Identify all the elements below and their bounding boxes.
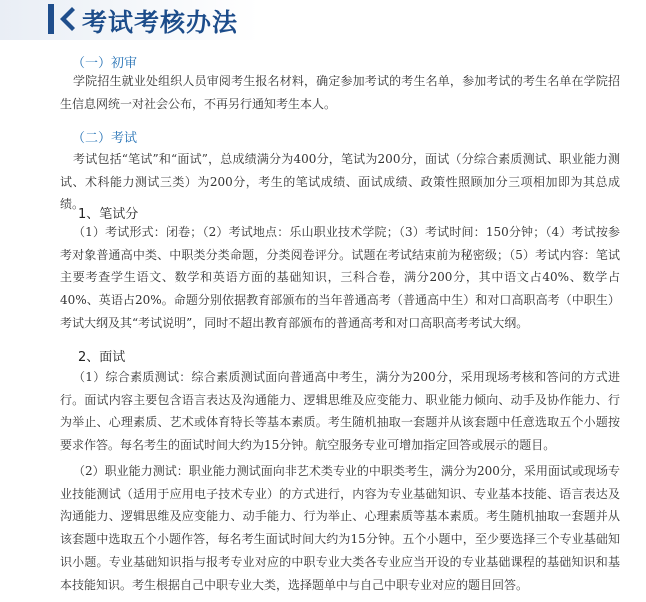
page-title: 考试考核办法 [82,8,239,37]
paragraph-vocational-test: （2）职业能力测试：职业能力测试面向非艺术类专业的中职类考生，满分为200分，采用面试或现场专业技能测试（适用于应用电子技术专业）的方式进行，内容为专业基础知识、专业基本技能、语言表达及沟通能力、逻辑思维及应变能力、动手能力、行为举止、心理素质等基本素质。考生随机抽取一套题并从该套题中选取五个小题作答，每名考生面试时间大约为15分钟。五个小题中，至少要选择三个专业基础知识小题。专业基础知识指与报考专业对应的中职专业大类各专业应当开设的专业基础课程的基础知识和基本技能知识。考生根据自己中职专业大类，选择题单中与自己中职专业对应的题目回答。 [60,464,620,592]
header-accent-bar [48,4,54,34]
section-heading-exam: （二）考试 [72,131,138,146]
subsection-heading-written: 1、笔试分 [78,207,139,222]
paragraph-initial-review: 学院招生就业处组织人员审阅考生报名材料，确定参加考试的考生名单，参加考试的考生名单在学院招生信息网统一对社会公布，不再另行通知考生本人。 [60,74,620,111]
chevron-left-icon [56,5,76,33]
subsection-heading-interview: 2、面试 [78,350,126,365]
paragraph-written-exam: （1）考试形式：闭卷；（2）考试地点：乐山职业技术学院；（3）考试时间：150分钟；（4）考试按参考对象普通高中类、中职类分类命题，分类阅卷评分。试题在考试结束前为秘密级；（5）考试内容：笔试主要考查学生语文、数学和英语方面的基础知识，三科合卷，满分200分，其中语文占40%、数学占40%、英语占20%。命题分别依据教育部颁布的当年普通高考（普通高中生）和对口高职高考（中职生）考试大纲及其“考试说明”，同时不超出教育部颁布的普通高考和对口高职高考考试大纲。 [60,225,620,330]
section-heading-initial-review: （一）初审 [72,56,138,71]
section-header [0,0,646,40]
paragraph-exam-overview: 考试包括“笔试”和“面试”，总成绩满分为400分，笔试为200分，面试（分综合素质测试、职业能力测试、术科能力测试三类）为200分，考生的笔试成绩、面试成绩、政策性照顾加分三项相加即为其总成绩。 [60,152,620,212]
paragraph-comprehensive-test: （1）综合素质测试：综合素质测试面向普通高中考生，满分为200分，采用现场考核和答问的方式进行。面试内容主要包含语言表达及沟通能力、逻辑思维及应变能力、职业能力倾向、动手及协作能力、行为举止、心理素质、艺术或体育特长等基本素质。考生随机抽取一套题并从该套题中任意选取五个小题按要求作答。每名考生的面试时间大约为15分钟。航空服务专业可增加指定回答或展示的题目。 [60,370,620,453]
